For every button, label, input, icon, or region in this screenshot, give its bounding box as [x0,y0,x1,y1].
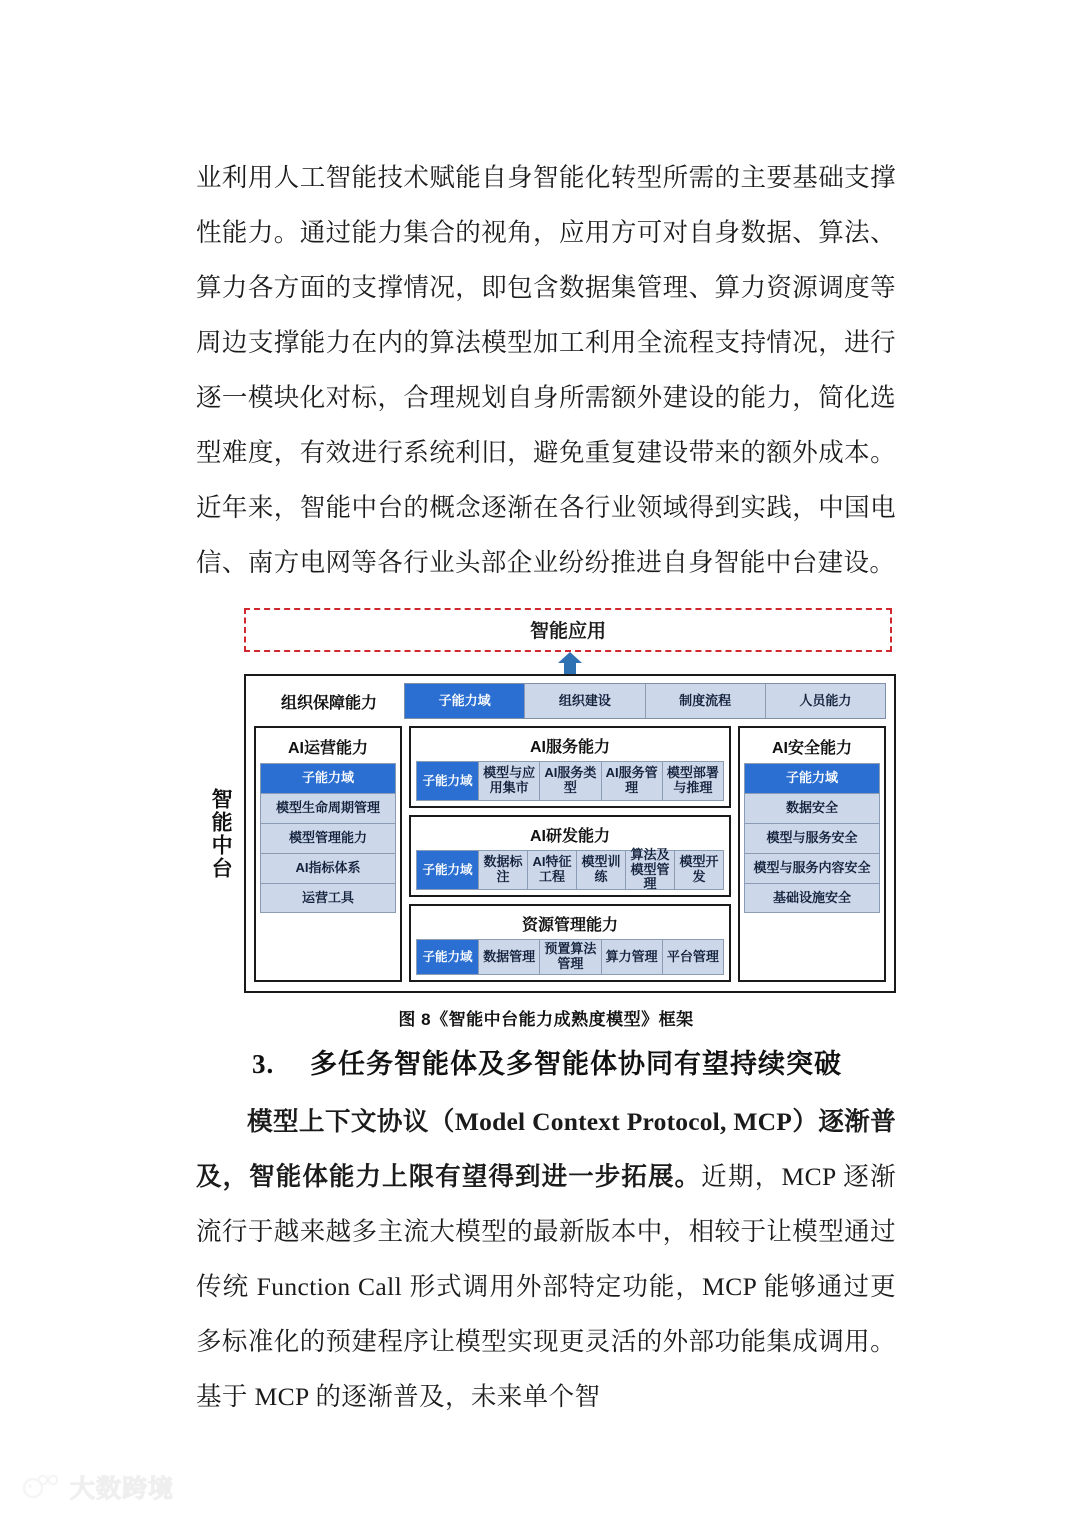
org-guarantee-cells [404,683,886,719]
ai-operation-stack [260,763,396,913]
resource-mgmt-group [409,904,731,982]
panda-logo-icon [22,1474,62,1500]
figure-caption: 图 8《智能中台能力成熟度模型》框架 [398,1010,694,1029]
ai-operation-cell-1: 模型生命周期管理 [260,793,396,823]
watermark-text: 大数跨境 [70,1475,175,1503]
paragraph-bottom [196,1094,896,1424]
ai-rnd-cells [416,847,724,892]
ai-service-cell-2: AI服务类型 [540,762,601,800]
org-cell-2: 制度流程 [646,684,766,718]
resource-mgmt-cell-3: 算力管理 [602,940,663,974]
paragraph-bottom-bold: 模型上下文协议（Model Context Protocol, MCP）逐渐普及，智能体能力上限有望得到进一步拓展。 [196,1107,896,1191]
paragraph-top: 业利用人工智能技术赋能自身智能化转型所需的主要基础支撑性能力。通过能力集合的视角，应用方可对自身数据、算法、算力各方面的支撑情况，即包含数据集管理、算力资源调度等周边支撑能力在内的算法模型加工利用全流程支持情况，进行逐一模块化对标，合理规划自身所需额外建设的能力，简化选型难度，有效进行系统利旧，避免重复建设带来的额外成本。近年来，智能中台的概念逐渐在各行业领域得到实践，中国电信、南方电网等各行业头部企业纷纷推进自身智能中台建设。 [196,163,896,577]
ai-security-title: AI安全能力 [771,740,852,757]
ai-operation-cell-4: 运营工具 [260,883,396,913]
ai-rnd-cell-2: AI特征工程 [528,851,577,889]
ai-rnd-cell-4: 算法及模型管理 [626,851,675,889]
ai-service-group [409,726,731,808]
section-title: 多任务智能体及多智能体协同有望持续突破 [310,1049,842,1079]
ai-service-cells [416,761,724,801]
section-heading [196,1036,896,1092]
ai-service-cell-1: 模型与应用集市 [479,762,540,800]
org-cell-3: 人员能力 [766,684,885,718]
ai-service-cell-3: AI服务管理 [602,762,663,800]
org-cell-0: 子能力域 [405,684,525,718]
ai-security-cell-2: 模型与服务安全 [744,823,880,853]
ai-service-cell-0: 子能力域 [417,762,479,800]
resource-mgmt-cell-2: 预置算法管理 [540,940,601,974]
org-guarantee-title: 组织保障能力 [280,694,377,712]
framework-row [196,674,896,993]
org-guarantee-row [254,683,886,719]
vertical-axis-label-text: 智能中台 [209,787,233,880]
ai-rnd-group [409,815,731,897]
vertical-axis-label [196,674,244,993]
ai-rnd-cell-1: 数据标注 [479,851,528,889]
org-cell-1: 组织建设 [525,684,645,718]
ai-operation-cell-2: 模型管理能力 [260,823,396,853]
ai-rnd-cell-3: 模型训练 [577,851,626,889]
ai-service-title: AI服务能力 [529,739,610,756]
ai-security-column [738,726,886,982]
ai-security-cell-1: 数据安全 [744,793,880,823]
ai-operation-cell-0: 子能力域 [260,763,396,793]
section-number: 3. [252,1049,275,1079]
arrow-row [244,652,896,674]
resource-mgmt-cell-4: 平台管理 [663,940,723,974]
center-groups [409,726,731,982]
resource-mgmt-cell-1: 数据管理 [479,940,540,974]
ai-operation-column [254,726,402,982]
ai-rnd-title: AI研发能力 [529,828,610,845]
ai-service-cell-4: 模型部署与推理 [663,762,723,800]
framework-box [244,674,896,993]
page-content [196,150,896,1424]
resource-mgmt-title: 资源管理能力 [521,917,618,934]
figure-8 [196,608,896,1030]
paragraph-bottom-rest: 近期，MCP 逐渐流行于越来越多主流大模型的最新版本中，相较于让模型通过传统 Function Call 形式调用外部特定功能，MCP 能够通过更多标准化的预建程序让模型实现更灵活的外部功能集成调用。基于 MCP 的逐渐普及，未来单个智 [196,1162,896,1411]
ai-security-cell-4: 基础设施安全 [744,883,880,913]
ai-security-cell-3: 模型与服务内容安全 [744,853,880,883]
ai-rnd-cell-0: 子能力域 [417,851,479,889]
middle-row [254,726,886,982]
ai-security-stack [744,763,880,913]
ai-operation-cell-3: AI指标体系 [260,853,396,883]
watermark [22,1469,174,1505]
smart-application-banner: 智能应用 [244,608,892,652]
ai-security-cell-0: 子能力域 [744,763,880,793]
resource-mgmt-cells [416,939,724,975]
ai-operation-title: AI运营能力 [287,740,368,757]
ai-rnd-cell-5: 模型开发 [675,851,723,889]
resource-mgmt-cell-0: 子能力域 [417,940,479,974]
